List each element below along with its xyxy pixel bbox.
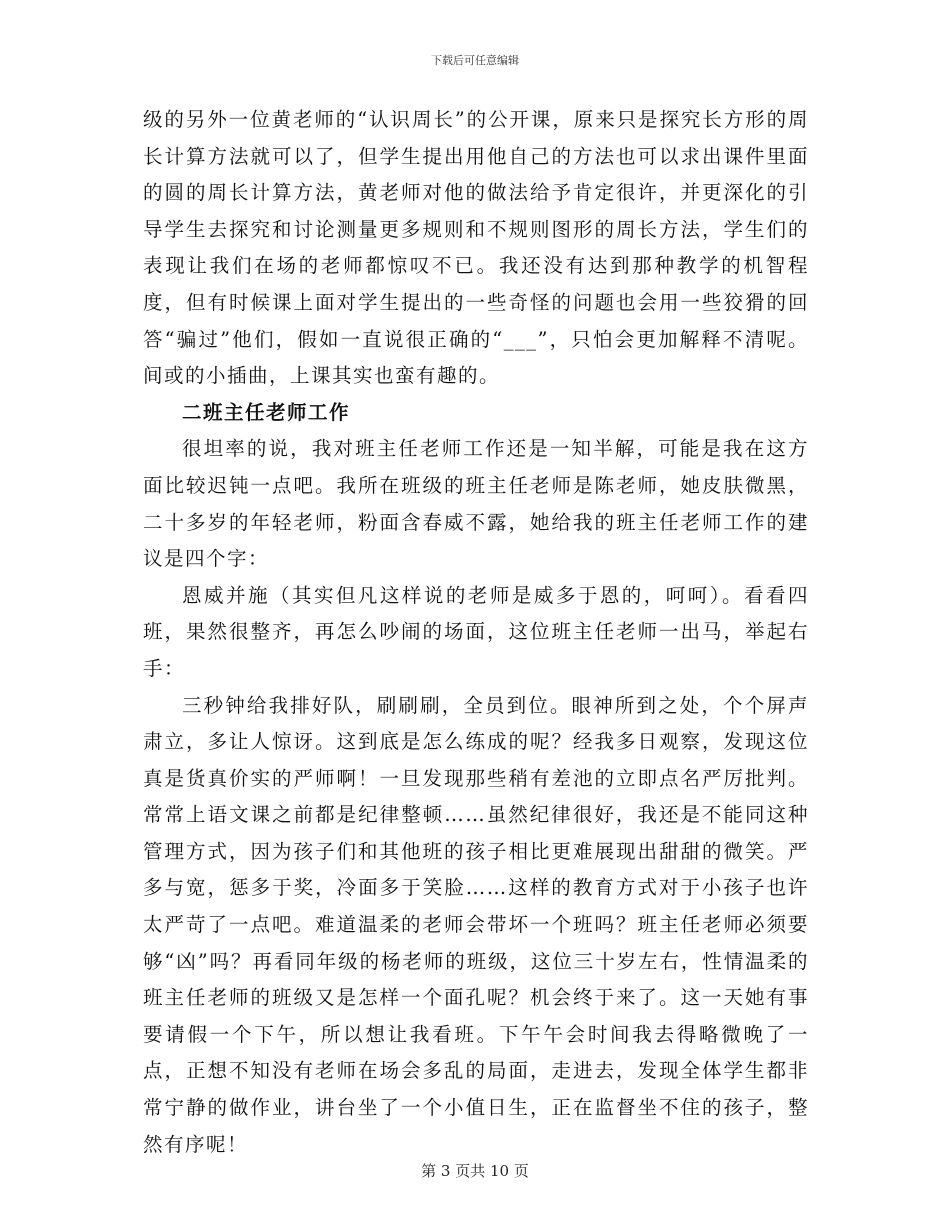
document-body — [143, 102, 809, 1163]
page-number: 第 3 页共 10 页 — [421, 1162, 529, 1180]
paragraph-discipline: 恩威并施（其实但凡这样说的老师是威多于恩的，呵呵）。看看四班，果然很整齐，再怎么吵闹的场面，这位班主任老师一出马，举起右手： — [143, 583, 809, 680]
paragraph-observation: 三秒钟给我排好队，刷刷刷，全员到位。眼神所到之处，个个屏声肃立，多让人惊讶。这到底是怎么练成的呢？经我多日观察，发现这位真是货真价实的严师啊！一旦发现那些稍有差池的立即点名严厉批判。常常上语文课之前都是纪律整顿……虽然纪律很好，我还是不能同这种管理方式，因为孩子们和其他班的孩子相比更难展现出甜甜的微笑。严多与宽，惩多于奖，冷面多于笑脸……这样的教育方式对于小孩子也许太严苛了一点吧。难道温柔的老师会带坏一个班吗？班主任老师必须要够“凶”吗？再看同年级的杨老师的班级，这位三十岁左右，性情温柔的班主任老师的班级又是怎样一个面孔呢？机会终于来了。这一天她有事要请假一个下午，所以想让我看班。下午午会时间我去得略微晚了一点，正想不知没有老师在场会多乱的局面，走进去，发现全体学生都非常宁静的做作业，讲台坐了一个小值日生，正在监督坐不住的孩子，整然有序呢！ — [143, 693, 809, 1156]
paragraph-homeroom-intro: 很坦率的说，我对班主任老师工作还是一知半解，可能是我在这方面比较迟钝一点吧。我所在班级的班主任老师是陈老师，她皮肤微黑，二十多岁的年轻老师，粉面含春威不露，她给我的班主任老师工作的建议是四个字： — [143, 437, 809, 571]
paragraph-continuation: 级的另外一位黄老师的“认识周长”的公开课，原来只是探究长方形的周长计算方法就可以了，但学生提出用他自己的方法也可以求出课件里面的圆的周长计算方法，黄老师对他的做法给予肯定很许，并更深化的引导学生去探究和讨论测量更多规则和不规则图形的周长方法，学生们的表现让我们在场的老师都惊叹不已。我还没有达到那种教学的机智程度，但有时候课上面对学生提出的一些奇怪的问题也会用一些狡猾的回答“骗过”他们，假如一直说很正确的“___”，只怕会更加解释不清呢。间或的小插曲，上课其实也蛮有趣的。 — [143, 108, 809, 388]
section-heading: 二班主任老师工作 — [182, 400, 351, 424]
header-note: 下载后可任意编辑 — [431, 54, 519, 67]
